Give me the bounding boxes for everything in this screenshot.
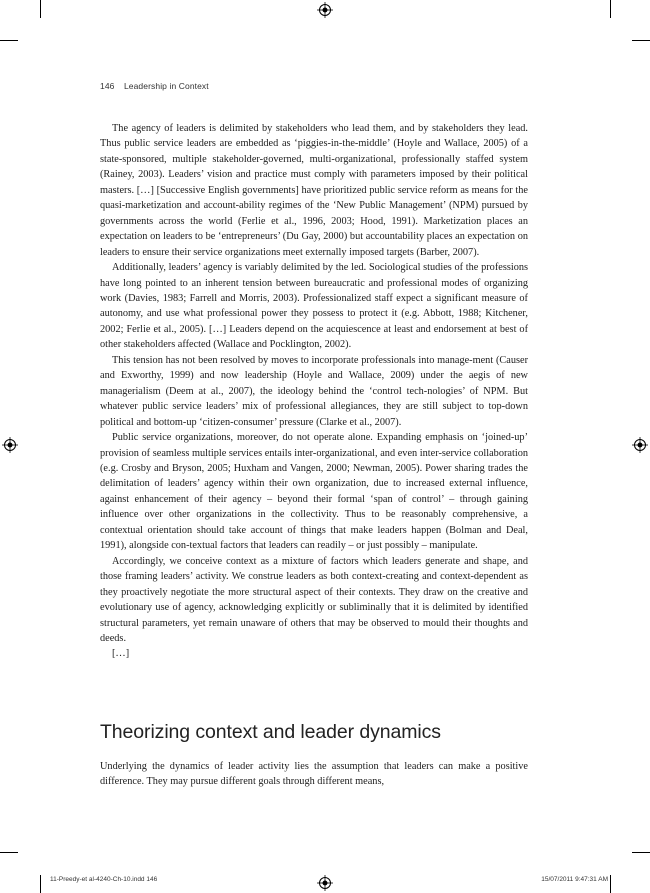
page-number: 146 xyxy=(100,81,115,91)
crop-mark xyxy=(40,875,41,893)
paragraph: Accordingly, we conceive context as a mixture of factors which leaders generate and shape, and those framing leaders’ activity. We construe leaders as both context-creating and context-dependent as they proactively negotiate the more structural aspect of their contexts. They draw on the creative and evolutionary use of agency, acknowledging explicitly or subliminally that it is delimited by identified structural parameters, yet remain unaware of others that may be observed to mould their thoughts and deeds. xyxy=(100,555,528,644)
crop-mark xyxy=(610,875,611,893)
paragraph: The agency of leaders is delimited by stakeholders who lead them, and by stakeholders they lead. Thus public service leaders are embedded as ‘piggies-in-the-middle’ (Hoyle and Wallace, 2005) of a state-sponsored, multiple stakeholder-governed, multi-organizational, professionally staffed system (Rainey, 2003). Leaders’ vision and practice must comply with parameters imposed by their political masters. […] [Successive English governments] have prioritized public service reform as means for the quasi-marketization and account-ability regimes of the ‘New Public Management’ (NPM) pursued by governments across the world (Ferlie et al., 1996, 2003; Hood, 1991). Marketization places an expectation on leaders to be ‘entrepreneurs’ (Du Gay, 2000) but accountability places an expectation on leaders to ensure their service organizations meet externally imposed targets (Barber, 2007). xyxy=(100,123,528,258)
section-heading: Theorizing context and leader dynamics xyxy=(100,721,441,743)
running-head xyxy=(100,81,209,91)
slug-filename: 11-Preedy-et al-4240-Ch-10.indd 146 xyxy=(50,876,158,883)
section-body xyxy=(100,759,528,790)
registration-mark-icon xyxy=(317,875,333,891)
body-text xyxy=(100,121,528,662)
registration-mark-icon xyxy=(2,437,18,453)
paragraph: Public service organizations, moreover, do not operate alone. Expanding emphasis on ‘joined-up’ provision of seamless multiple services entails inter-organizational, and even inter-service collaboration (e.g. Crosby and Bryson, 2005; Huxham and Vangen, 2000; Newman, 2005). Power sharing trades the delimitation of leaders’ agency within their own organization, due to increased external influence, against enhancement of their agency – beyond their formal ‘span of control’ – through gaining influence over other organizations in the collectivity. Thus to be reasonably comprehensive, a contextual orientation should take account of things that make leaders happen (Bolman and Deal, 1991), alongside con-textual factors that leaders can readily – or just possibly – manipulate. xyxy=(100,432,528,552)
crop-mark xyxy=(632,852,650,853)
registration-mark-icon xyxy=(632,437,648,453)
crop-mark xyxy=(40,0,41,18)
slug-timestamp: 15/07/2011 9:47:31 AM xyxy=(541,876,608,883)
crop-mark xyxy=(610,0,611,18)
registration-mark-icon xyxy=(317,2,333,18)
paragraph: Additionally, leaders’ agency is variably delimited by the led. Sociological studies of the professions have long pointed to an inherent tension between bureaucratic and professional modes of organizing work (Davies, 1983; Farrell and Morris, 2003). Professionalized staff expect a significant measure of autonomy, and use what professional power they possess to protect it (e.g. Abbott, 1988; Kitchener, 2002; Ferlie et al., 2005). […] Leaders depend on the acquiescence at least and endorsement at best of other stakeholders affected (Wallace and Pocklington, 2002). xyxy=(100,262,528,351)
running-title: Leadership in Context xyxy=(123,81,209,91)
crop-mark xyxy=(0,40,18,41)
crop-mark xyxy=(0,852,18,853)
paragraph: This tension has not been resolved by moves to incorporate professionals into manage-ment (Causer and Exworthy, 1999) and now leadership (Hoyle and Wallace, 2009) under the aegis of new managerialism (Deem at al., 2007), the ideology behind the ‘control tech-nologies’ of NPM. But whatever public service leaders’ mix of professional allegiances, they are still subject to top-down political and bottom-up ‘citizen-consumer’ pressure (Clarke et al., 2007). xyxy=(100,354,528,428)
paragraph: Underlying the dynamics of leader activity lies the assumption that leaders can make a positive difference. They may pursue different goals through different means, xyxy=(100,761,528,788)
crop-mark xyxy=(632,40,650,41)
ellipsis: […] xyxy=(112,648,130,660)
